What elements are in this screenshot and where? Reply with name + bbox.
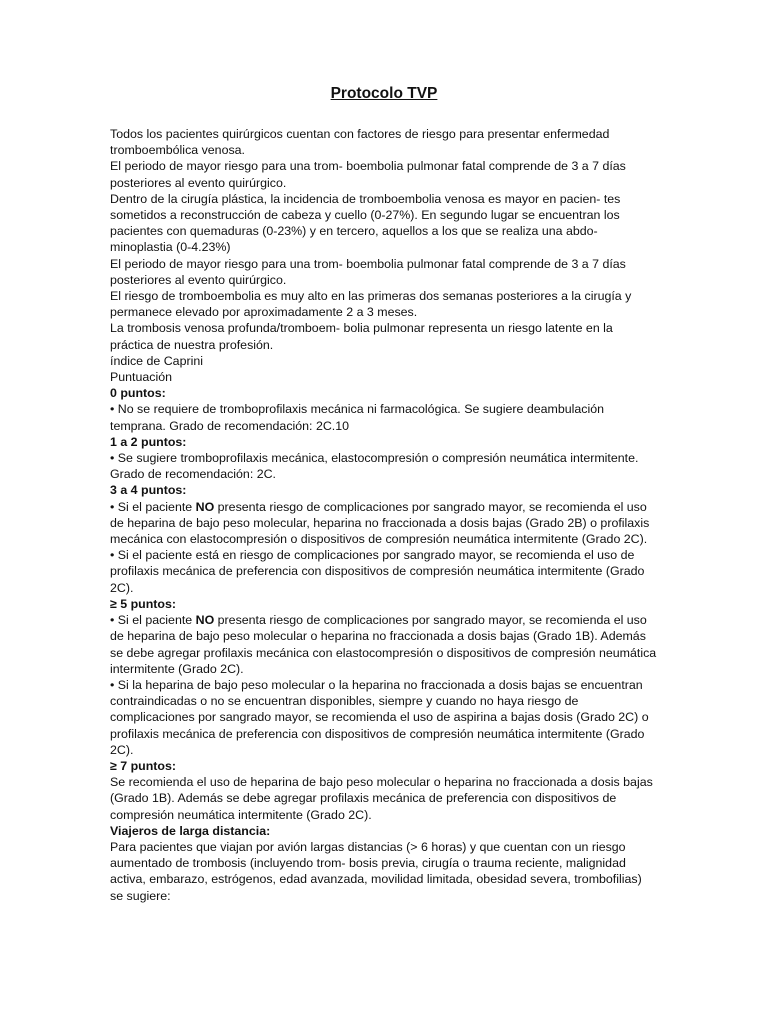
document-title: Protocolo TVP [330, 85, 438, 102]
paragraph-plastic-surgery: Dentro de la cirugía plástica, la incidencia de tromboembolia venosa es mayor en pacien- tes sometidos a reconstrucción de cabeza y cuello (0-27%). En segundo lugar se encuentran los pacientes con quemaduras (0-23%) y en tercero, aquellos a los que se realiza una abdo- minoplastia (0-4.23%) [110, 191, 621, 255]
paragraph-latent-risk: La trombosis venosa profunda/tromboem- bolia pulmonar representa un riesgo latente en la práctica de nuestra profesión. [110, 321, 613, 352]
heading-7-points: ≥ 7 puntos: [110, 758, 176, 773]
emphasis-no: NO [195, 499, 215, 514]
heading-1-2-points: 1 a 2 puntos: [110, 434, 187, 449]
paragraph-risk-duration: El riesgo de tromboembolia es muy alto en las primeras dos semanas posteriores a la cirugía y permanece elevado por aproximadamente 2 a 3 meses. [110, 289, 632, 320]
item-3-4-points-bleeding: • Si el paciente está en riesgo de complicaciones por sangrado mayor, se recomienda el uso de profilaxis mecánica de preferencia con dispositivos de compresión neumática intermitente (Grado 2C). [110, 548, 645, 595]
item-text: presenta riesgo de complicaciones por sangrado mayor, se recomienda el uso de heparina de bajo peso molecular o heparina no fraccionada a dosis bajas (Grado 1B). Además se debe agregar profilaxis mecánica con elastocompresión o dispositivos de compresión neumática intermitente (Grado 2C). [110, 613, 657, 676]
heading-3-4-points: 3 a 4 puntos: [110, 483, 187, 498]
item-text: • Si el paciente [110, 613, 196, 628]
item-5-points-contraindicated: • Si la heparina de bajo peso molecular o la heparina no fraccionada a dosis bajas se encuentran contraindicadas o no se encuentran disponibles, siempre y cuando no haya riesgo de complicaciones por sangrado mayor, se recomienda el uso de aspirina a bajas dosis (Grado 2C) o profilaxis mecánica de preferencia con dispositivos de compresión neumática intermitente (Grado 2C). [110, 677, 649, 757]
caprini-index-label: índice de Caprini [110, 353, 203, 368]
document-page [110, 84, 658, 904]
item-text: • Si el paciente [110, 499, 196, 514]
item-1-2-points: • Se sugiere tromboprofilaxis mecánica, elastocompresión o compresión neumática intermitente. Grado de recomendación: 2C. [110, 451, 639, 482]
score-label: Puntuación [110, 370, 173, 385]
document-body [110, 126, 658, 904]
item-text: presenta riesgo de complicaciones por sangrado mayor, se recomienda el uso de heparina de bajo peso molecular, heparina no fraccionada a dosis bajas (Grado 2B) o profilaxis mecánica con elastocompresión o dispositivos de compresión neumática intermitente (Grado 2C). [110, 499, 650, 547]
heading-0-points: 0 puntos: [110, 386, 166, 401]
paragraph-risk-period: El periodo de mayor riesgo para una trom- boembolia pulmonar fatal comprende de 3 a 7 días posteriores al evento quirúrgico. [110, 159, 626, 190]
paragraph-risk-period-repeat: El periodo de mayor riesgo para una trom- boembolia pulmonar fatal comprende de 3 a 7 días posteriores al evento quirúrgico. [110, 256, 626, 287]
item-7-points: Se recomienda el uso de heparina de bajo peso molecular o heparina no fraccionada a dosis bajas (Grado 1B). Además se debe agregar profilaxis mecánica de preferencia con dispositivos de compresión neumática intermitente (Grado 2C). [110, 775, 653, 822]
paragraph-intro: Todos los pacientes quirúrgicos cuentan con factores de riesgo para presentar enfermedad tromboembólica venosa. [110, 127, 610, 158]
emphasis-no: NO [195, 613, 215, 628]
item-long-distance-travelers: Para pacientes que viajan por avión largas distancias (> 6 horas) y que cuentan con un riesgo aumentado de trombosis (incluyendo trom- bosis previa, cirugía o trauma reciente, malignidad activa, embarazo, estrógenos, edad avanzada, movilidad limitada, obesidad severa, trombofilias) se sugiere: [110, 839, 642, 903]
item-3-4-points-no-bleeding [110, 499, 658, 548]
item-0-points: • No se requiere de tromboprofilaxis mecánica ni farmacológica. Se sugiere deambulación temprana. Grado de recomendación: 2C.10 [110, 402, 605, 433]
item-5-points-no-bleeding [110, 612, 658, 677]
heading-long-distance-travelers: Viajeros de larga distancia: [110, 823, 271, 838]
heading-5-points: ≥ 5 puntos: [110, 596, 176, 611]
